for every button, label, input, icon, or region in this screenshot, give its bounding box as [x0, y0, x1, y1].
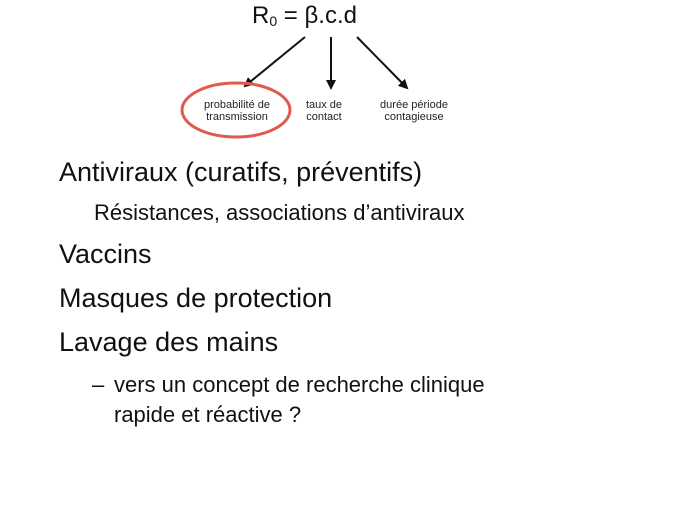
arrow-to-duration — [357, 37, 407, 88]
formula-lhs: R — [252, 2, 270, 29]
factor-contact-line2: contact — [306, 111, 342, 123]
subbullet-recherche-line1 — [92, 370, 485, 400]
factor-transmission — [197, 99, 277, 123]
bullet-vaccins: Vaccins — [59, 239, 152, 269]
factor-duration-line2: contagieuse — [384, 111, 444, 123]
formula-lhs-subscript: 0 — [269, 13, 278, 29]
factor-contact — [296, 99, 352, 123]
factor-contact-line1: taux de — [305, 99, 343, 111]
subbullet-recherche-line2: rapide et réactive ? — [114, 402, 302, 427]
formula-diagram — [0, 0, 689, 160]
bullet-masques: Masques de protection — [59, 283, 333, 313]
factor-transmission-line1: probabilité de — [203, 99, 271, 111]
formula-rhs: = β.c.d — [277, 2, 357, 29]
bullet-lavage: Lavage des mains — [59, 327, 279, 357]
bullet-antiviraux: Antiviraux (curatifs, préventifs) — [59, 157, 423, 187]
subbullet-recherche — [92, 370, 485, 430]
subbullet-recherche-text1: vers un concept de recherche clinique — [114, 372, 485, 397]
subbullet-resistances: Résistances, associations d’antiviraux — [94, 200, 465, 225]
factor-duration-line1: durée période — [380, 99, 448, 111]
arrow-to-transmission — [245, 37, 305, 86]
dash-marker: – — [92, 372, 105, 397]
factor-duration — [374, 99, 454, 123]
factor-transmission-line2: transmission — [206, 111, 268, 123]
